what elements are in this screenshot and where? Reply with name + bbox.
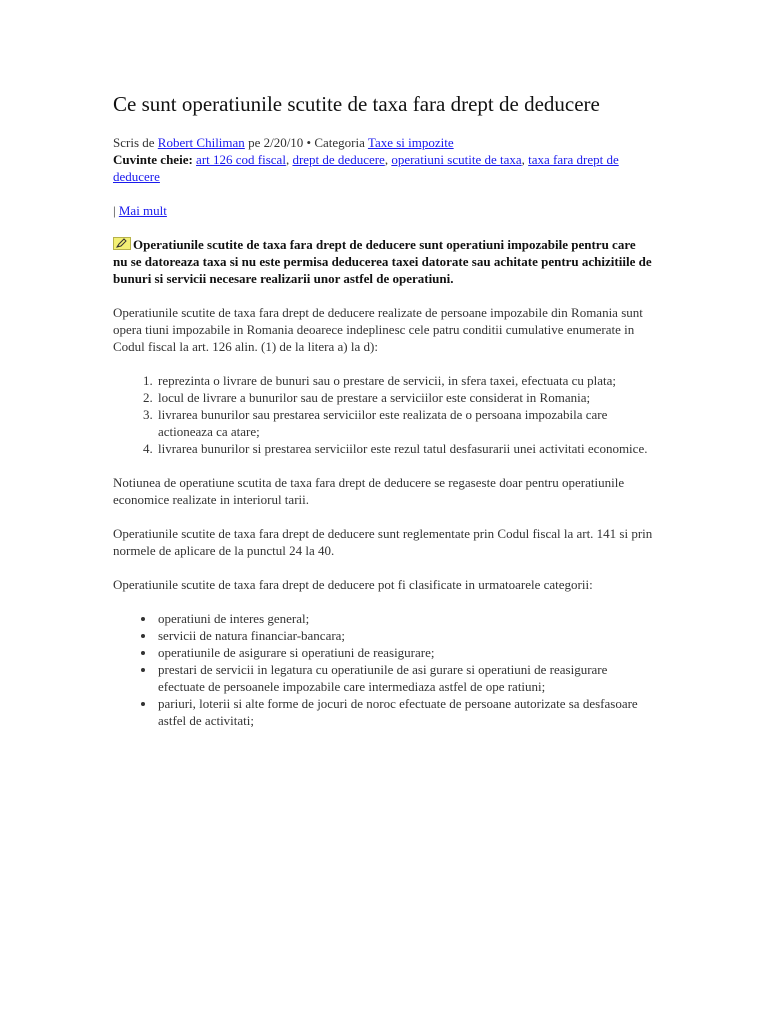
lead-text: Operatiunile scutite de taxa fara drept de deducere sunt operatiuni impozabile pentru care nu se datoreaza taxa si nu este permisa deducerea taxei datorate sau achitate pentru achizitiile de bunuri si servicii necesare realizarii unor astfel de operatiuni. xyxy=(113,237,652,286)
article xyxy=(113,92,653,729)
paragraph-conditions-intro: Operatiunile scutite de taxa fara drept de deducere realizate de persoane impozabile din Romania sunt opera tiuni impozabile in Romania deoarece indeplinesc cele patru conditii cumulative enumerate in Codul fiscal la art. 126 alin. (1) de la litera a) la d): xyxy=(113,305,643,354)
author-link[interactable]: Robert Chiliman xyxy=(157,135,245,150)
more-pipe: | xyxy=(113,203,119,218)
article-meta xyxy=(113,134,653,185)
date-text: pe 2/20/10 • Categoria xyxy=(244,135,368,150)
keyword-separator: , xyxy=(521,152,529,167)
keyword-link[interactable]: operatiuni scutite de taxa xyxy=(391,152,522,167)
keyword-link[interactable]: taxa fara drept de deducere xyxy=(113,152,619,184)
list-item: 2. locul de livrare a bunurilor sau de prestare a serviciilor este considerat in Romania; xyxy=(156,389,653,406)
keyword-link[interactable]: art 126 cod fiscal xyxy=(196,152,286,167)
more-link[interactable]: Mai mult xyxy=(118,203,167,218)
paragraph-regulation: Operatiunile scutite de taxa fara drept de deducere sunt reglementate prin Codul fiscal la art. 141 si prin normele de aplicare de la punctul 24 la 40. xyxy=(113,526,653,558)
keywords-label: Cuvinte cheie: xyxy=(113,152,193,167)
pencil-icon xyxy=(113,237,131,250)
conditions-list xyxy=(113,372,653,457)
keyword-link[interactable]: drept de deducere xyxy=(292,152,385,167)
more-line xyxy=(113,202,653,219)
keyword-separator: , xyxy=(384,152,392,167)
list-item: 1. reprezinta o livrare de bunuri sau o prestare de servicii, in sfera taxei, efectuata cu plata; xyxy=(156,372,653,389)
category-link[interactable]: Taxe si impozite xyxy=(367,135,454,150)
lead-paragraph xyxy=(113,236,653,287)
list-item: • operatiuni de interes general; xyxy=(156,610,653,627)
paragraph-notion: Notiunea de operatiune scutita de taxa fara drept de deducere se regaseste doar pentru operatiunile economice realizate in interiorul tarii. xyxy=(113,475,625,507)
list-item: • operatiunile de asigurare si operatiuni de reasigurare; xyxy=(156,644,653,661)
categories-list xyxy=(113,610,653,729)
list-item: 3. livrarea bunurilor sau prestarea serviciilor este realizata de o persoana impozabila care actioneaza ca atare; xyxy=(156,406,653,440)
written-by-prefix: Scris de xyxy=(113,135,158,150)
list-item: • pariuri, loterii si alte forme de jocuri de noroc efectuate de persoane autorizate sa desfasoare astfel de activitati; xyxy=(156,695,653,729)
list-item: • servicii de natura financiar-bancara; xyxy=(156,627,653,644)
paragraph-categories-intro: Operatiunile scutite de taxa fara drept de deducere pot fi clasificate in urmatoarele categorii: xyxy=(113,577,593,592)
list-item: • prestari de servicii in legatura cu operatiunile de asi gurare si operatiuni de reasigurare efectuate de persoanele impozabile care intermediaza astfel de ope ratiuni; xyxy=(156,661,653,695)
keyword-separator: , xyxy=(285,152,293,167)
article-title: Ce sunt operatiunile scutite de taxa fara drept de deducere xyxy=(113,92,600,116)
list-item: 4. livrarea bunurilor si prestarea serviciilor este rezul tatul desfasurarii unei activitati economice. xyxy=(156,440,653,457)
